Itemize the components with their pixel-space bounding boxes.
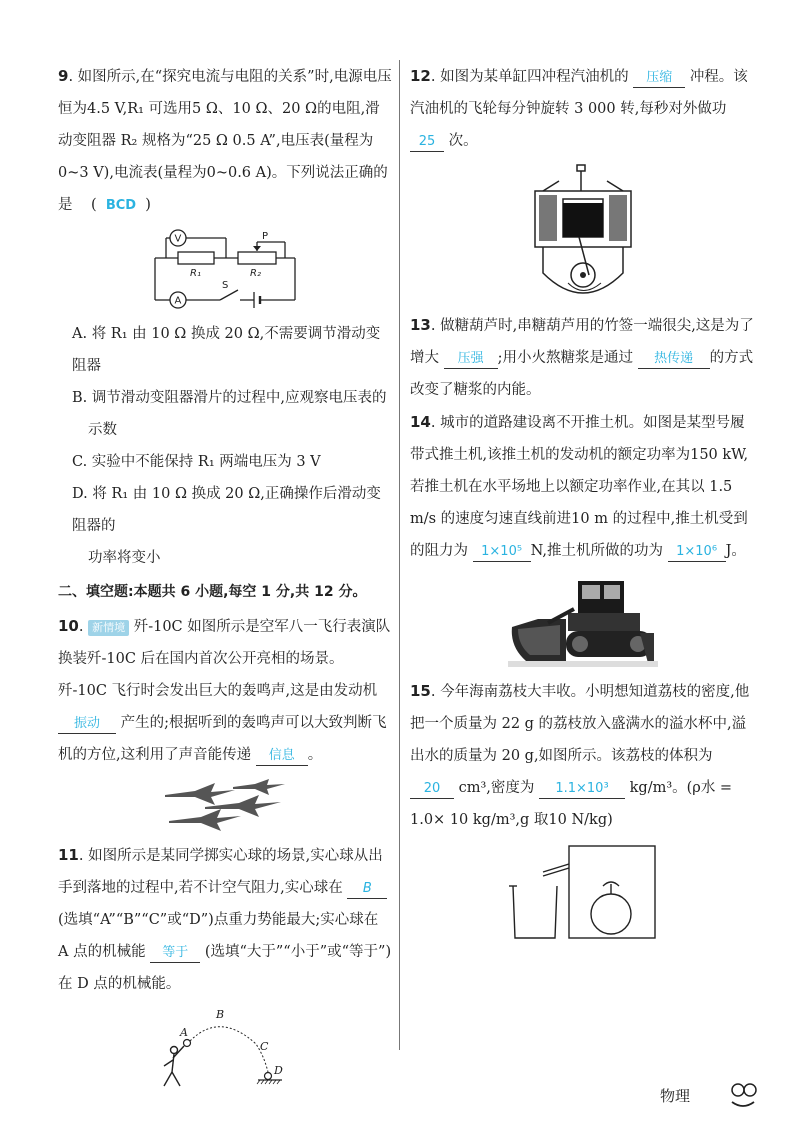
point-d-label: D: [274, 1064, 283, 1077]
question-number: 12: [410, 67, 431, 85]
slider-label: P: [262, 231, 269, 242]
question-number: 10: [58, 617, 79, 635]
option-b: B. 调节滑动变阻器滑片的过程中,应观察电压表的: [72, 390, 387, 406]
question-number: 11: [58, 846, 79, 864]
answer-text: 20: [423, 781, 441, 796]
option-d-cont: 功率将变小: [88, 550, 161, 566]
question-12: 12. 如图为某单缸四冲程汽油机的 压缩 冲程。该汽油机的飞轮每分钟旋转 3 000 转,每秒对外做功 25 次。: [410, 60, 756, 303]
r2-label: R₂: [250, 268, 261, 279]
r1-label: R₁: [190, 268, 201, 279]
bulldozer-image: [508, 573, 658, 669]
point-c-label: C: [260, 1040, 269, 1053]
ammeter-label: A: [174, 295, 182, 307]
fighter-jets-image: [155, 777, 295, 833]
question-11: 11. 如图所示是某同学掷实心球的场景,实心球从出手到落地的过程中,若不计空气阻力,实心球在 B (选填“A”“B”“C”或“D”)点重力势能最大;实心球在 A 点的机械能 等于 (选填“大于”“小于”或“等于”)在 D 点的机械能。 A B C D: [58, 839, 392, 1096]
left-column: [58, 60, 392, 1102]
answer-text: 振动: [73, 716, 100, 731]
point-b-label: B: [216, 1008, 225, 1021]
option-b-cont: 示数: [88, 422, 117, 438]
answer-text: 25: [418, 134, 436, 149]
answer-text: 1.1×10³: [555, 781, 609, 796]
mascot-icon: [728, 1080, 758, 1110]
answer-text: 1×10⁶: [676, 544, 718, 559]
answer-text: BCD: [105, 198, 137, 213]
question-number: 9: [58, 67, 69, 85]
voltmeter-label: V: [174, 233, 182, 245]
question-number: 13: [410, 316, 431, 334]
engine-diagram: [523, 163, 643, 303]
answer-text: 等于: [162, 945, 189, 960]
question-13: 13. 做糖葫芦时,串糖葫芦用的竹签一端很尖,这是为了增大 压强 ;用小火熬糖浆是通过 热传递 的方式改变了糖浆的内能。: [410, 316, 754, 398]
answer-text: 热传递: [654, 351, 694, 366]
switch-label: S: [222, 280, 229, 291]
overflow-cup-diagram: [503, 842, 663, 942]
answer-text: 1×10⁵: [481, 544, 523, 559]
question-15: 15. 今年海南荔枝大丰收。小明想知道荔枝的密度,他把一个质量为 22 g 的荔枝放入盛满水的溢水杯中,溢出水的质量为 20 g,如图所示。该荔枝的体积为 20 cm³,密度为 1.1×10³ kg/m³。(ρ水 = 1.0× 10 kg/m³,g 取10 N/kg): [410, 675, 756, 942]
option-d: D. 将 R₁ 由 10 Ω 换成 20 Ω,正确操作后滑动变阻器的: [72, 486, 381, 534]
question-9: 9. 如图所示,在“探究电流与电阻的关系”时,电源电压恒为4.5 V,R₁ 可选用5 Ω、10 Ω、20 Ω的电阻,滑动变阻器 R₂ 规格为“25 Ω 0.5 A”,电压表(量程为0~3 V),电流表(量程为0~0.6 A)。下列说法正确的是 ( BCD ) V A S P R₁ R₂ A. 将 R₁ 由 10 Ω 换成 20 Ω,不需要调节滑动变阻器 B. 调节滑动变阻器滑片的过程中,应观察电压表的 示数 C. 实验中不能保持 R₁ 两端电压为 3 V D. 将 R₁ 由 10 Ω 换成 20 Ω,正确操作后滑动变阻器的 功率将变小: [58, 60, 392, 574]
question-10: 10. 新情境 歼-10C 如图所示是空军八一飞行表演队换装歼-10C 后在国内首次公开亮相的场景。歼-10C 飞行时会发出巨大的轰鸣声,这是由发动机 振动 产生的;根据听到的轰鸣声可以大致判断飞机的方位,这利用了声音能传递 信息 。: [58, 610, 392, 833]
question-number: 14: [410, 413, 431, 431]
point-a-label: A: [180, 1026, 188, 1039]
question-14: 14. 城市的道路建设离不开推土机。如图是某型号履带式推土机,该推土机的发动机的额定功率为150 kW,若推土机在水平场地上以额定功率作业,在其以 1.5 m/s 的速度匀速直线前进10 m 的过程中,推土机受到的阻力为 1×10⁵ N,推土机所做的功为 1×10⁶ J。: [410, 406, 756, 669]
answer-text: 压缩: [646, 70, 673, 85]
section-title: 二、填空题:本题共 6 小题,每空 1 分,共 12 分。: [58, 584, 367, 600]
right-column: [410, 60, 756, 948]
question-text: 如图所示,在“探究电流与电阻的关系”时,电源电压恒为4.5 V,R₁ 可选用5 Ω、10 Ω、20 Ω的电阻,滑动变阻器 R₂ 规格为“25 Ω 0.5 A”,电压表(量程为0~3 V),电流表(量程为0~0.6 A)。下列说法正确的是: [58, 69, 392, 213]
new-scenario-tag: 新情境: [88, 620, 129, 636]
column-divider: [399, 60, 400, 1050]
answer-text: 信息: [268, 748, 295, 763]
subject-label: 物理: [660, 1087, 691, 1105]
option-c: C. 实验中不能保持 R₁ 两端电压为 3 V: [72, 454, 321, 470]
answer-text: B: [362, 881, 372, 896]
answer-text: 压强: [457, 351, 484, 366]
shot-put-diagram: [160, 1006, 290, 1096]
circuit-diagram: [150, 228, 300, 312]
question-number: 15: [410, 682, 431, 700]
option-a: A. 将 R₁ 由 10 Ω 换成 20 Ω,不需要调节滑动变阻器: [72, 326, 381, 374]
